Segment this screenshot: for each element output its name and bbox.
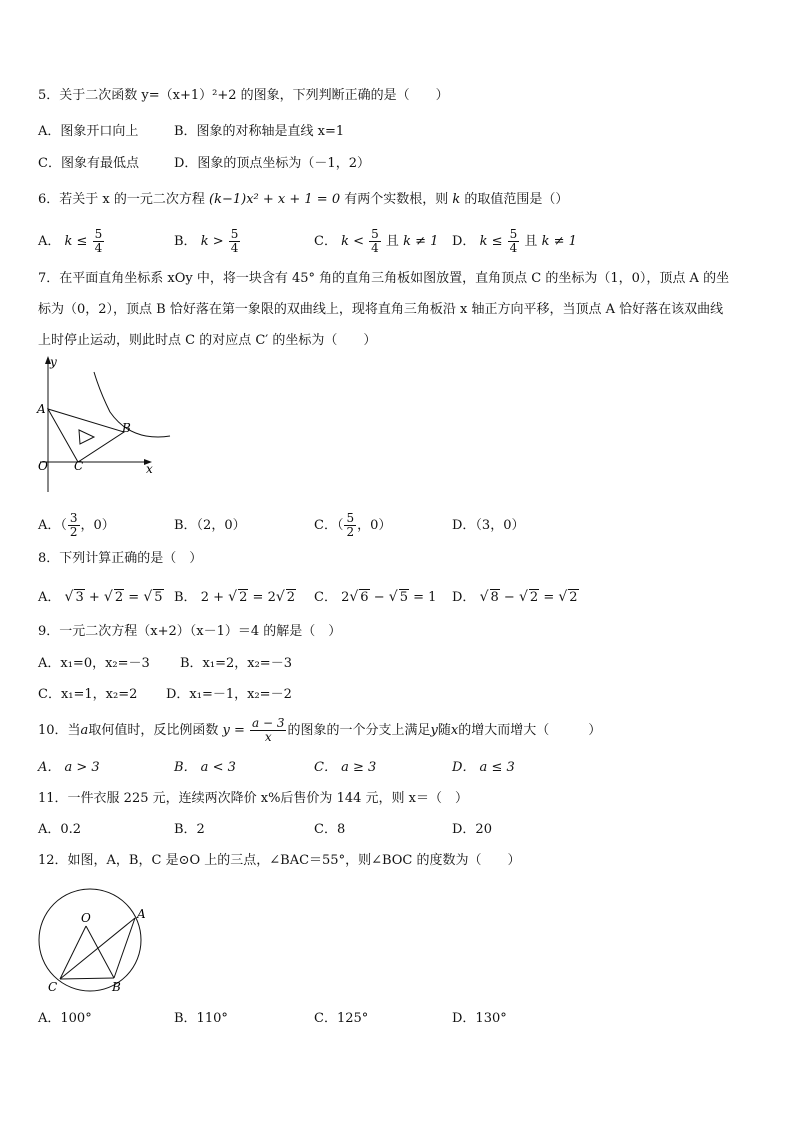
segment-oc (60, 926, 86, 979)
segment-ca (60, 918, 135, 979)
q6-option-d-rel: k ≤ (479, 234, 503, 249)
hyperbola-curve (94, 372, 170, 437)
sqrt-sign: √ (479, 589, 489, 605)
radicand: 2 (569, 590, 578, 605)
q5-option-d: D．图象的顶点坐标为（－1，2） (174, 156, 370, 171)
radicand: 6 (360, 590, 369, 605)
q12-option-c: C．125° (314, 1011, 369, 1026)
segment-cb (60, 978, 114, 979)
operator: = (128, 590, 140, 605)
q6-option-d-kneq: k ≠ 1 (541, 234, 577, 249)
q10-stem-post2: 随 (437, 723, 451, 738)
q7-option-a (38, 512, 115, 540)
q10-stem-end: 的增大而增大（ ） (458, 723, 602, 738)
q6-option-c-fraction (369, 228, 381, 255)
radicand: 2 (286, 590, 296, 605)
triangle-hole (79, 430, 94, 444)
label-c: C (74, 459, 84, 473)
q11-option-c: C．8 (314, 822, 346, 837)
radicand: 8 (490, 590, 499, 605)
fraction-numerator: 5 (230, 227, 239, 241)
fraction-denominator: 4 (509, 241, 518, 255)
q10-var-y: y (430, 723, 438, 738)
fraction-denominator: 4 (94, 241, 103, 255)
q12-stem: 12．如图，A，B，C 是⊙O 上的三点，∠BAC＝55°，则∠BOC 的度数为（ ） (38, 853, 521, 868)
fraction-numerator: 5 (346, 511, 355, 525)
q6-stem-pre: 6．若关于 x 的一元二次方程 (38, 192, 205, 207)
operator: = (543, 590, 555, 605)
q6-option-a-fraction (93, 228, 105, 255)
radicand: 2 (529, 590, 539, 605)
radicand: 3 (75, 590, 84, 605)
q6-option-b-fraction (229, 228, 241, 255)
coefficient: 2 (267, 590, 276, 605)
q7-option-c-post: ，0） (357, 518, 392, 533)
q12-option-b: B．110° (174, 1011, 228, 1026)
q7-option-a-fraction (68, 512, 80, 539)
q10-stem (38, 716, 601, 746)
q6-option-c-rel: k < (341, 234, 364, 249)
q10-stem-mid: 取何值时，反比例函数 (88, 723, 219, 738)
coefficient: 2 (341, 590, 350, 605)
label-o: O (81, 911, 91, 925)
label-x: x (146, 462, 153, 476)
q10-y-eq: y = (222, 723, 245, 738)
number: 2 (200, 590, 209, 605)
operator: + (213, 590, 225, 605)
sqrt-sign: √ (64, 589, 74, 605)
fraction-denominator: 4 (230, 241, 239, 255)
q9-option-a: A．x₁=0，x₂=－3 (38, 656, 150, 671)
label-a: A (37, 402, 46, 416)
q5-option-b: B．图象的对称轴是直线 x=1 (174, 124, 345, 139)
q5-option-c: C．图象有最低点 (38, 156, 139, 171)
label-a: A (137, 907, 146, 921)
q12-figure (34, 888, 154, 998)
q11-stem: 11．一件衣服 225 元，连续两次降价 x%后售价为 144 元，则 x＝（ ） (38, 791, 468, 806)
q6-option-b (174, 228, 241, 255)
fraction-numerator: a − 3 (251, 716, 285, 730)
q6-option-d-fraction (508, 228, 520, 255)
fraction-numerator: 3 (69, 511, 78, 525)
q7-stem-line2: 标为（0，2），顶点 B 恰好落在第一象限的双曲线上，现将直角三角板沿 x 轴正方向平移，当顶点 A 恰好落在该双曲线 (38, 302, 724, 317)
label-y: y (50, 355, 57, 369)
sqrt-sign: √ (228, 589, 238, 605)
fraction-denominator: 2 (69, 525, 78, 539)
q5-stem: 5．关于二次函数 y=（x+1）²+2 的图象，下列判断正确的是（ ） (38, 88, 449, 103)
segment-ob (86, 926, 114, 978)
q10-option-b: B． a < 3 (174, 760, 236, 775)
q6-stem (38, 192, 568, 208)
q10-stem-post: 的图象的一个分支上满足 (287, 723, 431, 738)
q5-option-a: A．图象开口向上 (38, 124, 139, 139)
q6-option-c-label: C． (314, 234, 337, 249)
q8-option-b (174, 589, 296, 606)
fraction-numerator: 5 (509, 227, 518, 241)
q6-option-d (452, 228, 577, 255)
sqrt-sign: √ (558, 589, 568, 605)
operator: − (503, 590, 515, 605)
q9-option-d: D．x₁=－1，x₂=－2 (166, 687, 292, 702)
radicand: 5 (154, 590, 163, 605)
q6-equation: (k−1)x² + x + 1 = 0 (209, 192, 341, 207)
q7-option-c-fraction (344, 512, 356, 539)
operator: = (252, 590, 264, 605)
fraction-denominator: 4 (371, 241, 379, 255)
fraction-denominator: x (264, 730, 272, 744)
q6-option-a-rel: k ≤ (64, 234, 88, 249)
q7-stem-line1: 7．在平面直角坐标系 xOy 中，将一块含有 45° 角的直角三角板如图放置，直角顶点 C 的坐标为（1，0），顶点 A 的坐 (38, 271, 730, 286)
option-label: A． (38, 590, 61, 605)
q6-option-d-label: D． (452, 234, 476, 249)
q7-option-b: B．（2，0） (174, 518, 246, 533)
sqrt-sign: √ (518, 589, 528, 605)
q11-option-d: D．20 (452, 822, 492, 837)
q7-figure (36, 352, 176, 497)
q6-stem-end: 的取值范围是（） (464, 192, 569, 207)
q11-option-b: B．2 (174, 822, 205, 837)
q8-option-c (314, 589, 436, 606)
radicand: 2 (114, 590, 124, 605)
q8-option-d (452, 589, 579, 606)
q7-option-c-pre: C．（ (314, 518, 344, 533)
sqrt-sign: √ (143, 589, 153, 605)
q7-option-d: D．（3，0） (452, 518, 525, 533)
fraction-denominator: 2 (346, 525, 355, 539)
q10-fraction (250, 717, 286, 744)
radicand: 5 (399, 590, 408, 605)
fraction-numerator: 5 (94, 227, 103, 241)
q6-option-c-kneq: k ≠ 1 (403, 234, 439, 249)
label-b: B (122, 421, 131, 435)
number: 1 (428, 590, 437, 605)
q6-option-c (314, 228, 438, 255)
q6-option-c-qie: 且 (385, 234, 399, 249)
sqrt-sign: √ (275, 589, 285, 605)
option-label: C． (314, 590, 337, 605)
q10-stem-pre: 10．当 (38, 723, 81, 738)
q6-option-b-label: B． (174, 234, 197, 249)
q10-option-a: A． a > 3 (38, 760, 100, 775)
q12-option-a: A．100° (38, 1011, 92, 1026)
q7-stem-line3: 上时停止运动，则此时点 C 的对应点 C′ 的坐标为（ ） (38, 333, 377, 348)
q12-option-d: D．130° (452, 1011, 507, 1026)
q7-option-a-pre: A．（ (38, 518, 67, 533)
operator: = (413, 590, 425, 605)
option-label: B． (174, 590, 197, 605)
q8-stem: 8．下列计算正确的是（ ） (38, 551, 203, 566)
operator: − (373, 590, 385, 605)
q7-option-a-post: ，0） (80, 518, 115, 533)
q10-option-c: C． a ≥ 3 (314, 760, 377, 775)
sqrt-sign: √ (349, 589, 359, 605)
q6-stem-post: 有两个实数根，则 (344, 192, 449, 207)
triangle-abc (48, 409, 124, 462)
q8-option-a (38, 589, 164, 606)
q10-var-a: a (80, 723, 89, 738)
q11-option-a: A．0.2 (38, 822, 82, 837)
q10-option-d: D． a ≤ 3 (452, 760, 515, 775)
q6-var-k: k (452, 192, 461, 207)
label-o: O (38, 459, 48, 473)
sqrt-sign: √ (388, 589, 398, 605)
operator: + (88, 590, 100, 605)
sqrt-sign: √ (103, 589, 113, 605)
q6-option-a-label: A． (38, 234, 61, 249)
q6-option-a (38, 228, 105, 255)
q7-option-c (314, 512, 391, 540)
label-b: B (112, 980, 121, 994)
option-label: D． (452, 590, 476, 605)
q6-option-b-rel: k > (200, 234, 224, 249)
q6-option-d-qie: 且 (524, 234, 538, 249)
label-c: C (48, 980, 58, 994)
q9-option-c: C．x₁=1，x₂=2 (38, 687, 138, 702)
fraction-numerator: 5 (371, 227, 379, 241)
q10-var-x: x (450, 723, 459, 738)
q9-stem: 9．一元二次方程（x+2）（x－1）＝4 的解是（ ） (38, 624, 342, 639)
q9-option-b: B．x₁=2，x₂=－3 (180, 656, 292, 671)
radicand: 2 (239, 590, 248, 605)
circle-o (39, 889, 141, 991)
